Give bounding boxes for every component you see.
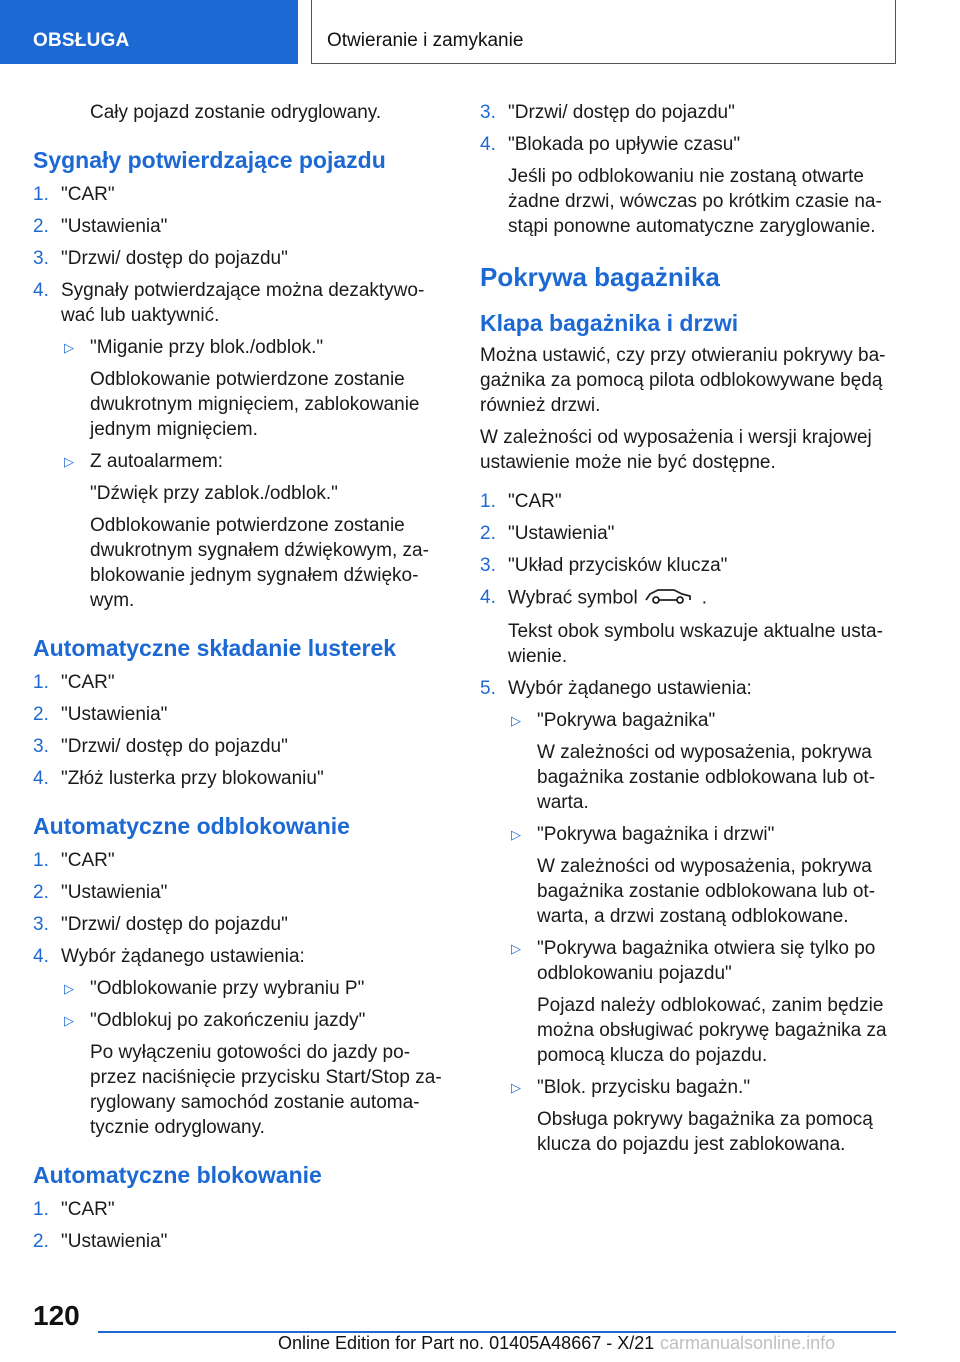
list-num: 2. — [33, 216, 49, 237]
list-item — [480, 521, 892, 546]
list-num: 3. — [33, 914, 49, 935]
list-text: Sygnały potwierdzające można dezaktywować lub uaktywnić. — [61, 280, 425, 326]
list-text: "Drzwi/ dostęp do pojazdu" — [508, 102, 735, 123]
list-text: "Układ przycisków klucza" — [508, 555, 728, 576]
list-text: "Blokada po upływie czasu" — [508, 134, 741, 155]
list-text: Wybór żądanego ustawienia: — [508, 678, 752, 699]
bullet-item — [33, 335, 443, 360]
list-num: 1. — [33, 1199, 49, 1220]
bullet-text: Z autoalarmem: — [90, 451, 224, 472]
list-num: 1. — [480, 491, 496, 512]
left-column — [33, 100, 443, 1261]
bullet-text: "Pokrywa bagażnika" — [537, 710, 716, 731]
bullet-triangle-icon: ▷ — [64, 1013, 74, 1028]
heading-confirm-signals: Sygnały potwierdzające pojazdu — [33, 147, 386, 173]
bullet-triangle-icon: ▷ — [64, 981, 74, 996]
bullet-triangle-icon: ▷ — [64, 340, 74, 355]
bullet-triangle-icon: ▷ — [511, 827, 521, 842]
list-text: "CAR" — [61, 850, 115, 871]
paragraph: Można ustawić, czy przy otwieraniu pokrywy bagażnika za pomocą pilota odblokowywane będą również drzwi. — [480, 345, 886, 416]
bullet-desc: "Dźwięk przy zablok./odblok." — [90, 483, 338, 504]
section-tab: OBSŁUGA — [0, 0, 298, 64]
bullet-desc: W zależności od wyposażenia, pokrywa bagażnika zostanie odblokowana lub otwarta. — [537, 742, 876, 813]
list-num: 1. — [33, 850, 49, 871]
list-item — [33, 1197, 443, 1222]
list-item — [33, 912, 443, 937]
list-num: 5. — [480, 678, 496, 699]
list-num: 4. — [480, 134, 496, 155]
list-text: "CAR" — [61, 1199, 115, 1220]
bullet-text: "Odblokowanie przy wybraniu P" — [90, 978, 365, 999]
bullet-triangle-icon: ▷ — [511, 941, 521, 956]
bullet-text: "Blok. przycisku bagażn." — [537, 1077, 751, 1098]
bullet-item — [480, 708, 892, 733]
list-num: 2. — [33, 704, 49, 725]
heading-trunk-lid: Pokrywa bagażnika — [480, 262, 720, 292]
list-num: 1. — [33, 672, 49, 693]
watermark: carmanualsonline.info — [660, 1333, 836, 1353]
bullet-desc: Obsługa pokrywy bagażnika za pomocą klucza do pojazdu jest zablokowana. — [537, 1109, 873, 1155]
list-num: 2. — [33, 882, 49, 903]
list-num: 3. — [480, 102, 496, 123]
list-item — [33, 766, 443, 791]
bullet-desc: Odblokowanie potwierdzone zostanie dwukrotnym sygnałem dźwiękowym, zablokowanie jednym sygnałem dźwiękowym. — [90, 515, 429, 611]
car-trunk-icon — [644, 585, 692, 612]
list-text: "CAR" — [61, 184, 115, 205]
list-item — [480, 585, 892, 612]
list-text: "Drzwi/ dostęp do pojazdu" — [61, 914, 288, 935]
list-text: "Ustawienia" — [61, 1231, 168, 1252]
list-text: "Złóż lusterka przy blokowaniu" — [61, 768, 324, 789]
list-item — [33, 1229, 443, 1254]
list-num: 1. — [33, 184, 49, 205]
bullet-desc: W zależności od wyposażenia, pokrywa bagażnika zostanie odblokowana lub otwarta, a drzwi zostaną odblokowane. — [537, 856, 876, 927]
list-text: Wybór żądanego ustawienia: — [61, 946, 305, 967]
list-item — [480, 100, 892, 125]
list-item — [33, 702, 443, 727]
bullet-item — [480, 936, 892, 986]
list-text: "Ustawienia" — [508, 523, 615, 544]
list-num: 2. — [33, 1231, 49, 1252]
list-desc: Tekst obok symbolu wskazuje aktualne ustawienie. — [508, 621, 883, 667]
bullet-triangle-icon: ▷ — [511, 1080, 521, 1095]
bullet-desc: Pojazd należy odblokować, zanim będzie można obsługiwać pokrywę bagażnika za pomocą klucza do pojazdu. — [537, 995, 887, 1066]
list-text: "Drzwi/ dostęp do pojazdu" — [61, 736, 288, 757]
list-item — [33, 880, 443, 905]
list-item — [33, 944, 443, 969]
list-num: 3. — [480, 555, 496, 576]
bullet-text: "Pokrywa bagażnika otwiera się tylko po odblokowaniu pojazdu" — [537, 938, 876, 984]
footer-edition: Online Edition for Part no. 01405A48667 - X/21 — [278, 1333, 655, 1353]
list-text — [508, 585, 892, 612]
heading-trunk-and-doors: Klapa bagażnika i drzwi — [480, 310, 739, 336]
bullet-desc: Po wyłączeniu gotowości do jazdy poprzez naciśnięcie przycisku Start/Stop zaryglowany samochód zostanie automatycznie odryglowany. — [90, 1042, 442, 1138]
list-item — [33, 278, 443, 328]
bullet-triangle-icon: ▷ — [64, 454, 74, 469]
list-num: 3. — [33, 736, 49, 757]
list-desc: Jeśli po odblokowaniu nie zostaną otwarte żadne drzwi, wówczas po krótkim czasie nastąpi ponowne automatyczne zaryglowanie. — [508, 166, 882, 237]
list-item — [33, 246, 443, 271]
list-text: "Ustawienia" — [61, 216, 168, 237]
list-num: 2. — [480, 523, 496, 544]
list-item — [33, 182, 443, 207]
bullet-item — [480, 1075, 892, 1100]
list-item — [33, 670, 443, 695]
list-item — [480, 553, 892, 578]
bullet-item — [33, 1008, 443, 1033]
intro-text: Cały pojazd zostanie odryglowany. — [90, 102, 382, 123]
list-text: "Ustawienia" — [61, 882, 168, 903]
list-text: "Ustawienia" — [61, 704, 168, 725]
heading-mirror-folding: Automatyczne składanie lusterek — [33, 635, 397, 661]
bullet-item — [33, 449, 443, 474]
list-num: 3. — [33, 248, 49, 269]
list-num: 4. — [33, 280, 49, 301]
period-text: . — [701, 587, 707, 609]
list-text: "CAR" — [61, 672, 115, 693]
list-text: "CAR" — [508, 491, 562, 512]
bullet-desc: Odblokowanie potwierdzone zostanie dwukrotnym mignięciem, zablokowanie jednym mignięciem. — [90, 369, 420, 440]
list-num: 4. — [33, 768, 49, 789]
heading-auto-unlock: Automatyczne odblokowanie — [33, 813, 350, 839]
bullet-text: "Odblokuj po zakończeniu jazdy" — [90, 1010, 366, 1031]
list-item — [33, 734, 443, 759]
list-text: "Drzwi/ dostęp do pojazdu" — [61, 248, 288, 269]
heading-auto-lock: Automatyczne blokowanie — [33, 1162, 322, 1188]
bullet-text: "Pokrywa bagażnika i drzwi" — [537, 824, 775, 845]
bullet-text: "Miganie przy blok./odblok." — [90, 337, 324, 358]
list-num: 4. — [480, 587, 496, 608]
chapter-title: Otwieranie i zamykanie — [311, 0, 896, 64]
bullet-triangle-icon: ▷ — [511, 713, 521, 728]
paragraph: W zależności od wyposażenia i wersji krajowej ustawienie może nie być dostępne. — [480, 427, 872, 473]
list-item — [480, 676, 892, 701]
list-item — [33, 214, 443, 239]
bullet-item — [480, 822, 892, 847]
right-column — [480, 100, 892, 1164]
list-item — [33, 848, 443, 873]
select-symbol-text: Wybrać symbol — [508, 587, 638, 609]
list-num: 4. — [33, 946, 49, 967]
list-item — [480, 132, 892, 157]
page-number: 120 — [33, 1300, 80, 1331]
bullet-item — [33, 976, 443, 1001]
list-item — [480, 489, 892, 514]
